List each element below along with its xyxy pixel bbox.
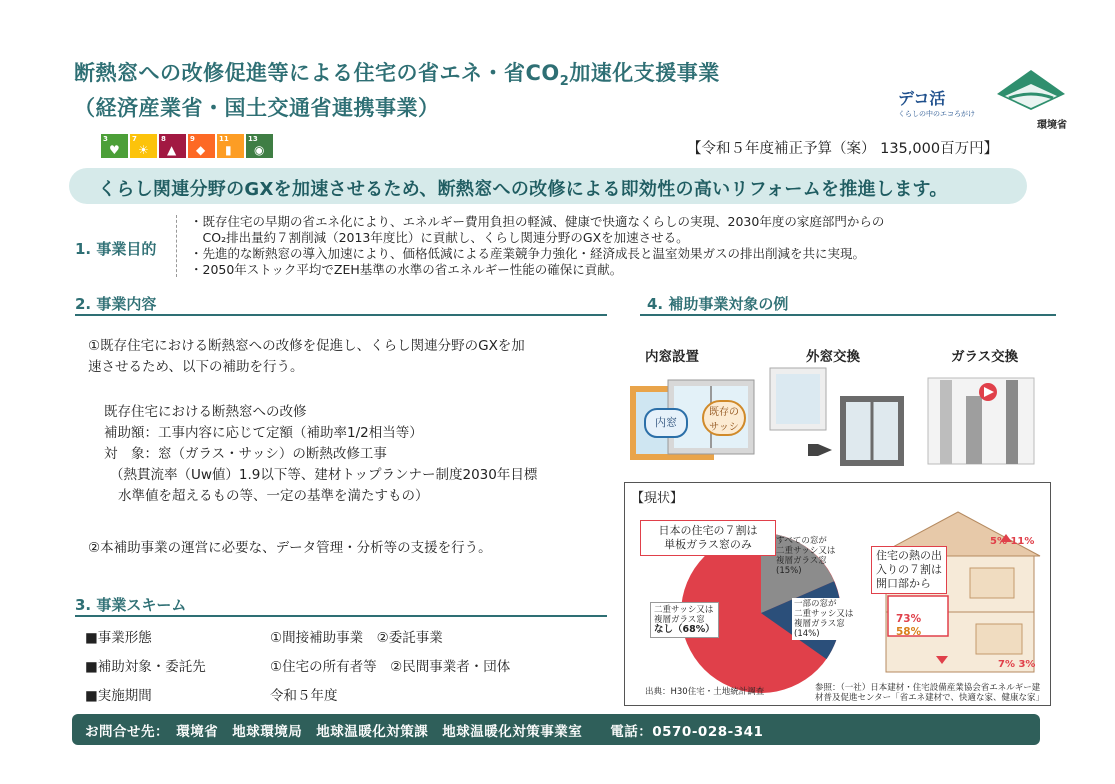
heartbeat-icon: ♥ [109,143,120,157]
buildings-icon: ▮ [225,143,232,157]
sdg-goal-11-icon: 11 ▮ [217,134,244,158]
divider [176,215,178,277]
content-body: ①既存住宅における断熱窓への改修を促進し、くらし関連分野のGXを加 速させるため、以下の補助を行う。 [88,338,525,375]
eye-icon: ◉ [254,143,265,157]
sdg-goal-8-icon: 8 ▲ [159,134,186,158]
heat-roof-pct: 5% 11% [990,536,1035,547]
pie-label-all: すべての窓が 二重サッシ又は 複層ガラス窓 (15%) [776,536,836,576]
heat-floor-pct: 7% 3% [998,659,1036,670]
scheme-row-label: ■事業形態 [85,630,152,646]
deco-katsu-logo: デコ活 くらしの中のエコろがけ [898,89,975,118]
growth-chart-icon: ▲ [167,143,177,157]
content-details: 既存住宅における断熱窓への改修 補助額：工事内容に応じて定額（補助率1/2相当等） 対 象：窓（ガラス・サッシ）の断熱改修工事 （熱貫流率（Uw値）1.9以下等、建材トップランナー制度2030年目標 水準値を超えるもの等、一定の基準を満たすもの） [104,404,538,504]
section-underline [75,314,607,316]
ministry-of-environment-logo: 環境省 [995,68,1067,130]
page-subtitle: （経済産業省・国土交通省連携事業） [74,96,440,121]
pie-label-partial: 一部の窓が 二重サッシ又は 複層ガラス窓 (14%) [794,599,854,639]
content-item-2: ②本補助事業の運営に必要な、データ管理・分析等の支援を行う。 [88,540,492,556]
page-title: 断熱窓への改修促進等による住宅の省エネ・省$CO_2$加速化支援事業 （経済産業省・国土交通省連携事業） [74,61,720,121]
outer-window-illustration [768,366,908,470]
scheme-row-label: ■補助対象・委託先 [85,659,206,675]
section-examples-heading: 4. 補助事業対象の例 [647,295,789,313]
example-label-glass: ガラス交換 [951,349,1019,365]
purpose-text: ・既存住宅の早期の省エネ化により、エネルギー費用負担の軽減、健康で快適なくらしの実現、2030年度の家庭部門からの CO₂排出量約７割削減（2013年度比）に貢献し、くらし関連分野のGXを加速させる。 ・先進的な断熱窓の導入加速により、価格低減による産業競争力強化・経済成長と温室効果ガスの排出削減を共に実現。 ・2050年ストック平均でZEH基準の水準の省エネルギー性能の確保に貢献。 [190,214,885,277]
scheme-row-label: ■実施期間 [85,688,152,704]
example-label-outer-window: 外窓交換 [806,349,860,365]
section-content-heading: 2. 事業内容 [75,295,157,313]
scheme-row-value: 令和５年度 [270,688,338,704]
glass-exchange-illustration [926,376,1036,466]
sun-icon: ☀ [138,143,149,157]
headline-banner-text: くらし関連分野のGXを加速させるため、断熱窓への改修による即効性の高いリフォームを推進します。 [98,179,948,200]
heat-note: 住宅の熱の出 入りの７割は 開口部から [871,546,947,594]
section-scheme-heading: 3. 事業スキーム [75,596,187,614]
section-underline [640,314,1056,316]
source-note: 出典：H30住宅・土地統計調査 [645,687,765,697]
existing-sash-bubble: 既存の サッシ [702,400,746,436]
reference-note: 参照：（一社）日本建材・住宅設備産業協会省エネルギー建 材普及促進センター「省エネ建材で、快適な家、健康な家」 [815,683,1044,703]
section-underline [75,615,607,617]
sdg-goal-7-icon: 7 ☀ [130,134,157,158]
scheme-row-value: ①住宅の所有者等 ②民間事業者・団体 [270,659,511,675]
sdg-goal-3-icon: 3 ♥ [101,134,128,158]
section-purpose-heading: 1. 事業目的 [75,240,157,258]
status-title: 【現状】 [631,491,684,506]
sdg-goal-13-icon: 13 ◉ [246,134,273,158]
example-label-inner-window: 内窓設置 [645,349,699,365]
cubes-icon: ◆ [196,143,206,157]
mountain-emblem-icon [995,68,1067,112]
heat-window-pct: 73% 58% [896,613,922,638]
pie-label-none: 二重サッシ又は 複層ガラス窓 なし（68%） [650,602,719,638]
scheme-row-value: ①間接補助事業 ②委託事業 [270,630,443,646]
budget-label: 【令和５年度補正予算（案） 135,000百万円】 [687,141,999,157]
sdg-icons [101,134,273,158]
inner-window-bubble: 内窓 [644,408,688,438]
pie-callout: 日本の住宅の７割は 単板ガラス窓のみ [640,520,776,556]
contact-footer-text: お問合せ先： 環境省 地球環境局 地球温暖化対策課 地球温暖化対策事業室 電話：0570-028-341 [85,724,764,740]
sdg-goal-9-icon: 9 ◆ [188,134,215,158]
